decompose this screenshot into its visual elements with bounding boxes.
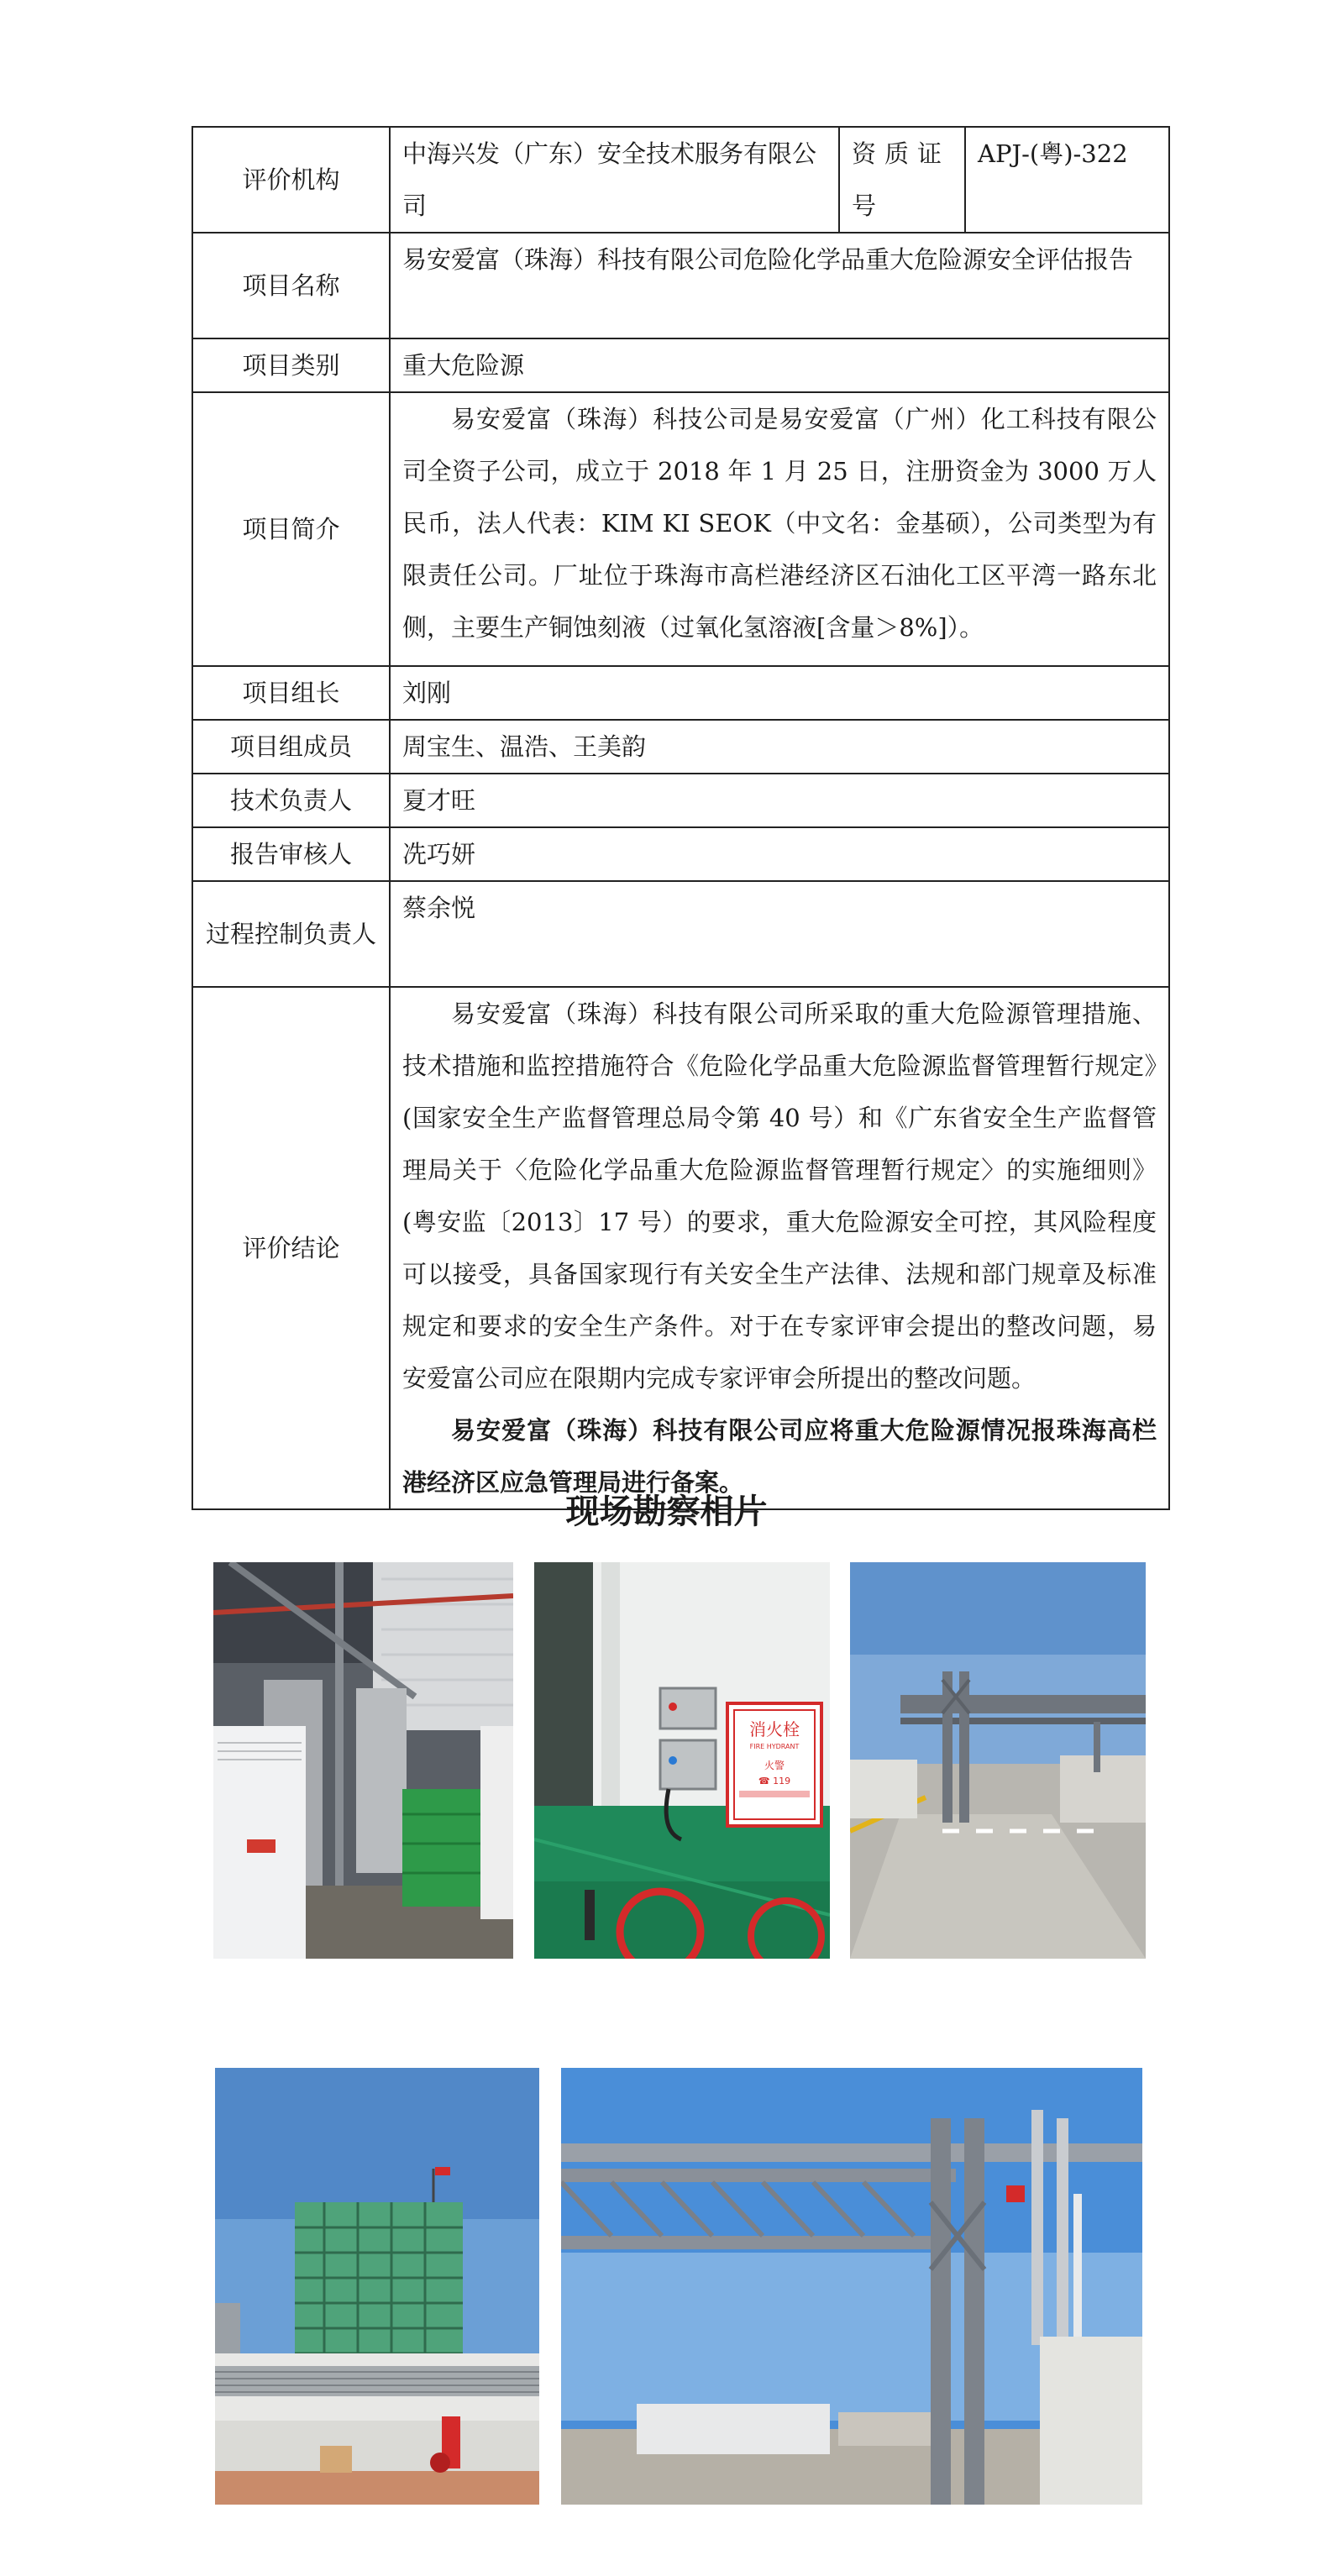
project-info-table (192, 126, 1170, 1510)
conclusion-paragraph-2: 易安爱富（珠海）科技有限公司应将重大危险源情况报珠海高栏港经济区应急管理局进行备案。 (402, 1416, 1157, 1497)
site-photos-title: 现场勘察相片 (565, 1492, 768, 1531)
hydrant-sign-cn: 消火栓 (749, 1719, 800, 1739)
process-row (192, 881, 1169, 987)
tech-label: 技术负责人 (192, 774, 390, 827)
reviewer-value: 冼巧妍 (390, 827, 1169, 881)
reviewer-label: 报告审核人 (192, 827, 390, 881)
tech-value: 夏才旺 (390, 774, 1169, 827)
name-label: 项目名称 (192, 233, 390, 338)
members-label: 项目组成员 (192, 720, 390, 774)
leader-label: 项目组长 (192, 666, 390, 720)
type-row (192, 338, 1169, 392)
type-label: 项目类别 (192, 338, 390, 392)
org-row (192, 127, 1169, 233)
members-value: 周宝生、温浩、王美韵 (390, 720, 1169, 774)
hydrant-sign-alarm: 火警 (764, 1760, 785, 1771)
name-row (192, 233, 1169, 338)
intro-row (192, 392, 1169, 666)
members-row (192, 720, 1169, 774)
intro-label: 项目简介 (192, 392, 390, 666)
process-value: 蔡余悦 (390, 881, 1169, 987)
photo-road-pipe-rack (850, 1562, 1146, 1959)
cert-value: APJ-(粤)-322 (965, 127, 1169, 233)
leader-value: 刘刚 (390, 666, 1169, 720)
hydrant-sign-en: FIRE HYDRANT (749, 1743, 800, 1750)
org-value: 中海兴发（广东）安全技术服务有限公司 (390, 127, 839, 233)
type-value: 重大危险源 (390, 338, 1169, 392)
tech-row (192, 774, 1169, 827)
conclusion-paragraph-1: 易安爱富（珠海）科技有限公司所采取的重大危险源管理措施、技术措施和监控措施符合《危险化学品重大危险源监督管理暂行规定》(国家安全生产监督管理总局令第 40 号）和《广东省安全生产监督管理局关于〈危险化学品重大危险源监督管理暂行规定〉的实施细则》(粤安监〔2013〕17 号）的要求，重大危险源安全可控，其风险程度可以接受，具备国家现行有关安全生产法律、法规和部门规章及标准规定和要求的安全生产条件。对于在专家评审会提出的整改问题，易安爱富公司应在限期内完成专家评审会所提出的整改问题。 (402, 999, 1157, 1393)
process-label: 过程控制负责人 (192, 881, 390, 987)
photo-warehouse (213, 1562, 513, 1959)
name-value: 易安爱富（珠海）科技有限公司危险化学品重大危险源安全评估报告 (390, 233, 1169, 338)
conclusion-row (192, 987, 1169, 1509)
hydrant-sign-phone: ☎ 119 (758, 1776, 791, 1786)
photo-storage-tank (215, 2068, 539, 2505)
leader-row (192, 666, 1169, 720)
photo-fire-hydrant (534, 1562, 830, 1959)
reviewer-row (192, 827, 1169, 881)
conclusion-label: 评价结论 (192, 987, 390, 1509)
intro-value: 易安爱富（珠海）科技公司是易安爱富（广州）化工科技有限公司全资子公司，成立于 2018 年 1 月 25 日，注册资金为 3000 万人民币，法人代表：KIM KI SEOK（中文名：金基硕），公司类型为有限责任公司。厂址位于珠海市高栏港经济区石油化工区平湾一路东北侧，主要生产铜蚀刻液（过氧化氢溶液[含量＞8%]）。 (402, 405, 1157, 642)
photo-pipe-gantry (561, 2068, 1142, 2505)
org-label: 评价机构 (192, 127, 390, 233)
cert-label: 资质证号 (839, 127, 965, 233)
